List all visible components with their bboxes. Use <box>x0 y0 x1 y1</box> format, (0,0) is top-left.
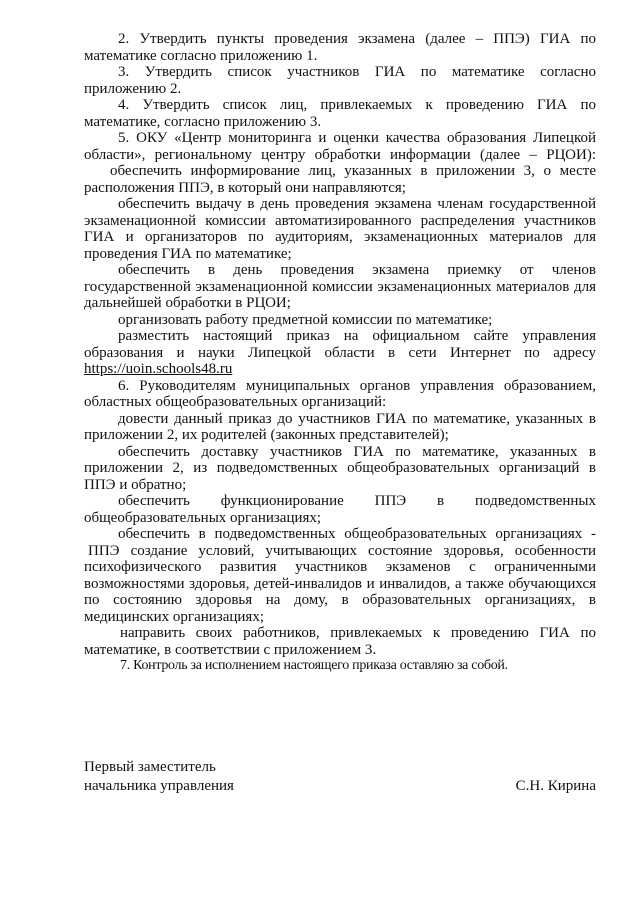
paragraph-3-line-1: 3. Утвердить список участников ГИА по математике согласно <box>118 64 596 80</box>
paragraph-5-item-2-line-3: ГИА и организаторов по аудиториям, экзаменационных материалов для <box>84 229 596 245</box>
paragraph-6-item-4-line-1: обеспечить в подведомственных общеобразовательных организациях - <box>118 526 596 542</box>
paragraph-6-item-3-line-1: обеспечить функционирование ППЭ в подведомственных <box>118 493 596 509</box>
paragraph-5-line-1: 5. ОКУ «Центр мониторинга и оценки качества образования Липецкой <box>118 130 596 146</box>
paragraph-6-item-4-line-6: медицинских организациях; <box>84 608 264 625</box>
paragraph-5-item-3-line-3: дальнейшей обработки в РЦОИ; <box>84 295 291 311</box>
paragraph-6-item-3-line-2: общеобразовательных организациях; <box>84 509 322 526</box>
paragraph-5-item-1-line-1: обеспечить информирование лиц, указанных в приложении 3, о месте <box>110 163 596 179</box>
signatory-position-line-2-text: начальника управления <box>84 778 234 794</box>
signatory-name: С.Н. Кирина <box>515 778 596 794</box>
paragraph-5-item-1-line-2: расположения ППЭ, в который они направляются; <box>84 179 406 196</box>
signatory-position-line-2 <box>0 777 640 796</box>
paragraph-6-item-4-line-3: психофизического развития участников экзаменов с ограниченными <box>84 559 596 575</box>
paragraph-5-item-3-line-1: обеспечить в день проведения экзамена приемку от членов <box>118 262 596 278</box>
document-body <box>0 31 640 675</box>
paragraph-5-item-5-line-2: образования и науки Липецкой области в сети Интернет по адресу <box>84 344 596 361</box>
paragraph-2-line-2: математике согласно приложению 1. <box>84 47 318 64</box>
paragraph-5-item-3-line-2: государственной экзаменационной комиссии экзаменационных материалов для <box>84 278 596 295</box>
paragraph-6-item-2-line-1: обеспечить доставку участников ГИА по математике, указанных в <box>118 443 596 460</box>
paragraph-5-item-4: организовать работу предметной комиссии по математике; <box>118 311 493 328</box>
paragraph-5-item-5-line-1: разместить настоящий приказ на официальном сайте управления <box>118 328 596 344</box>
paragraph-4-line-1: 4. Утвердить список лиц, привлекаемых к проведению ГИА по <box>118 97 596 113</box>
paragraph-6-line-1: 6. Руководителям муниципальных органов управления образованием, <box>118 377 596 394</box>
paragraph-6-item-2-line-3: ППЭ и обратно; <box>84 476 187 493</box>
paragraph-6-line-2: областных общеобразовательных организаций: <box>84 394 387 410</box>
signatory-position-line-1: Первый заместитель <box>84 759 216 775</box>
paragraph-6-item-2-line-2: приложении 2, из подведомственных общеобразовательных организаций в <box>84 460 596 476</box>
paragraph-6-item-1-line-1: довести данный приказ до участников ГИА по математике, указанных в <box>118 410 596 427</box>
paragraph-5-item-2-line-4: проведения ГИА по математике; <box>84 245 292 262</box>
paragraph-6-item-5-line-1: направить своих работников, привлекаемых к проведению ГИА по <box>120 625 596 641</box>
website-link-text[interactable]: https://uoin.schools48.ru <box>84 361 233 377</box>
paragraph-6-item-4-line-5: по состоянию здоровья на дому, в образовательных организациях, в <box>84 592 596 608</box>
paragraph-6-item-5-line-2: математике, в соответствии с приложением 3. <box>84 641 377 658</box>
paragraph-5-item-2-line-2: экзаменационной комиссии автоматизированного распределения участников <box>84 212 596 229</box>
paragraph-5-line-2: области», региональному центру обработки информации (далее – РЦОИ): <box>84 146 596 163</box>
paragraph-5-item-2-line-1: обеспечить выдачу в день проведения экзамена членам государственной <box>118 196 596 212</box>
signature-block <box>0 758 640 796</box>
website-link[interactable] <box>0 361 640 378</box>
paragraph-6-item-1-line-2: приложении 2, их родителей (законных представителей); <box>84 427 449 443</box>
paragraph-6-item-4-line-2: ППЭ создание условий, учитывающих состояние здоровья, особенности <box>88 542 596 559</box>
paragraph-4-line-2: математике, согласно приложению 3. <box>84 113 322 130</box>
paragraph-3-line-2: приложению 2. <box>84 80 182 97</box>
paragraph-7: 7. Контроль за исполнением настоящего приказа оставляю за собой. <box>120 658 508 673</box>
paragraph-6-item-4-line-4: возможностями здоровья, детей-инвалидов и инвалидов, а также обучающихся <box>84 575 596 592</box>
paragraph-2-line-1: 2. Утвердить пункты проведения экзамена (далее – ППЭ) ГИА по <box>118 31 596 47</box>
